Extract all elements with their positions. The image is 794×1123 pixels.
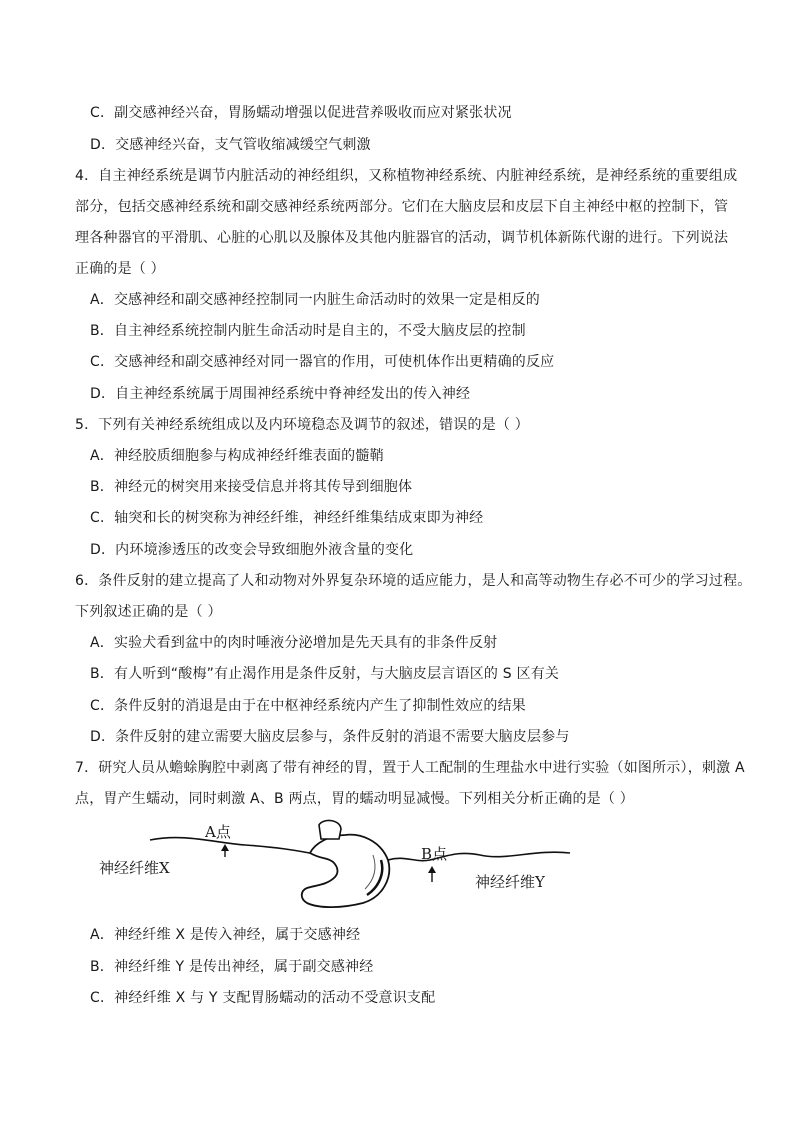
q5-option-c: C．轴突和长的树突称为神经纤维，神经纤维集结成束即为神经 [90,510,484,526]
q4-option-b: B．自主神经系统控制内脏生命活动时是自主的，不受大脑皮层的控制 [90,323,526,339]
label-point-b: B点 [421,845,448,863]
q6-option-d: D．条件反射的建立需要大脑皮层参与，条件反射的消退不需要大脑皮层参与 [90,729,570,745]
q4-stem-line-2: 部分，包括交感神经系统和副交感神经系统两部分。它们在大脑皮层和皮层下自主神经中枢的控制下，管 [75,199,729,215]
nerve-fiber-x-line [150,838,320,855]
q4-stem-line-1: 4．自主神经系统是调节内脏活动的神经组织，又称植物神经系统、内脏神经系统，是神经系统的重要组成 [75,168,738,184]
label-nerve-fiber-x: 神经纤维X [99,859,170,877]
q5-option-a: A．神经胶质细胞参与构成神经纤维表面的髓鞘 [90,448,384,464]
stomach-nerve-diagram [95,815,595,915]
q6-option-c: C．条件反射的消退是由于在中枢神经系统内产生了抑制性效应的结果 [90,698,526,714]
stomach-nerve-figure [95,815,595,915]
q4-stem-line-3: 理各种器官的平滑肌、心脏的心肌以及腺体及其他内脏器官的活动，调节机体新陈代谢的进行。下列说法 [75,230,729,246]
q7-stem-line-2: 点，胃产生蠕动，同时刺激 A、B 两点，胃的蠕动明显减慢。下列相关分析正确的是（ ） [75,791,634,807]
q5-stem: 5．下列有关神经系统组成以及内环境稳态及调节的叙述，错误的是（ ） [75,417,529,433]
q6-stem-line-1: 6．条件反射的建立提高了人和动物对外界复杂环境的适应能力，是人和高等动物生存必不可少的学习过程。 [75,573,752,589]
q6-option-b: B．有人听到“酸梅”有止渴作用是条件反射，与大脑皮层言语区的 S 区有关 [90,666,560,682]
label-nerve-fiber-y: 神经纤维Y [475,873,545,891]
q6-stem-line-2: 下列叙述正确的是（ ） [75,604,222,620]
q7-stem-line-1: 7．研究人员从蟾蜍胸腔中剥离了带有神经的胃，置于人工配制的生理盐水中进行实验（如图所示），刺激 A [75,760,745,776]
q7-option-a: A．神经纤维 X 是传入神经，属于交感神经 [90,927,361,943]
q6-option-a: A．实验犬看到盆中的肉时唾液分泌增加是先天具有的非条件反射 [90,635,498,651]
q3-option-c: C．副交感神经兴奋，胃肠蠕动增强以促进营养吸收而应对紧张状况 [90,105,512,121]
q4-option-d: D．自主神经系统属于周围神经系统中脊神经发出的传入神经 [90,386,471,402]
q5-option-d: D．内环境渗透压的改变会导致细胞外液含量的变化 [90,542,414,558]
label-point-a: A点 [205,823,231,841]
q5-option-b: B．神经元的树突用来接受信息并将其传导到细胞体 [90,479,413,495]
esophagus-shape [319,820,341,839]
q4-option-c: C．交感神经和副交感神经对同一器官的作用，可使机体作出更精确的反应 [90,354,555,370]
q4-option-a: A．交感神经和副交感神经控制同一内脏生命活动时的效果一定是相反的 [90,292,540,308]
q3-option-d: D．交感神经兴奋，支气管收缩减缓空气刺激 [90,137,371,153]
nerve-fiber-y-line [388,852,570,861]
q4-stem-line-4: 正确的是（ ） [75,261,165,277]
q7-option-c: C．神经纤维 X 与 Y 支配胃肠蠕动的活动不受意识支配 [90,990,436,1006]
q7-option-b: B．神经纤维 Y 是传出神经，属于副交感神经 [90,959,374,975]
stomach-shape [302,835,390,907]
